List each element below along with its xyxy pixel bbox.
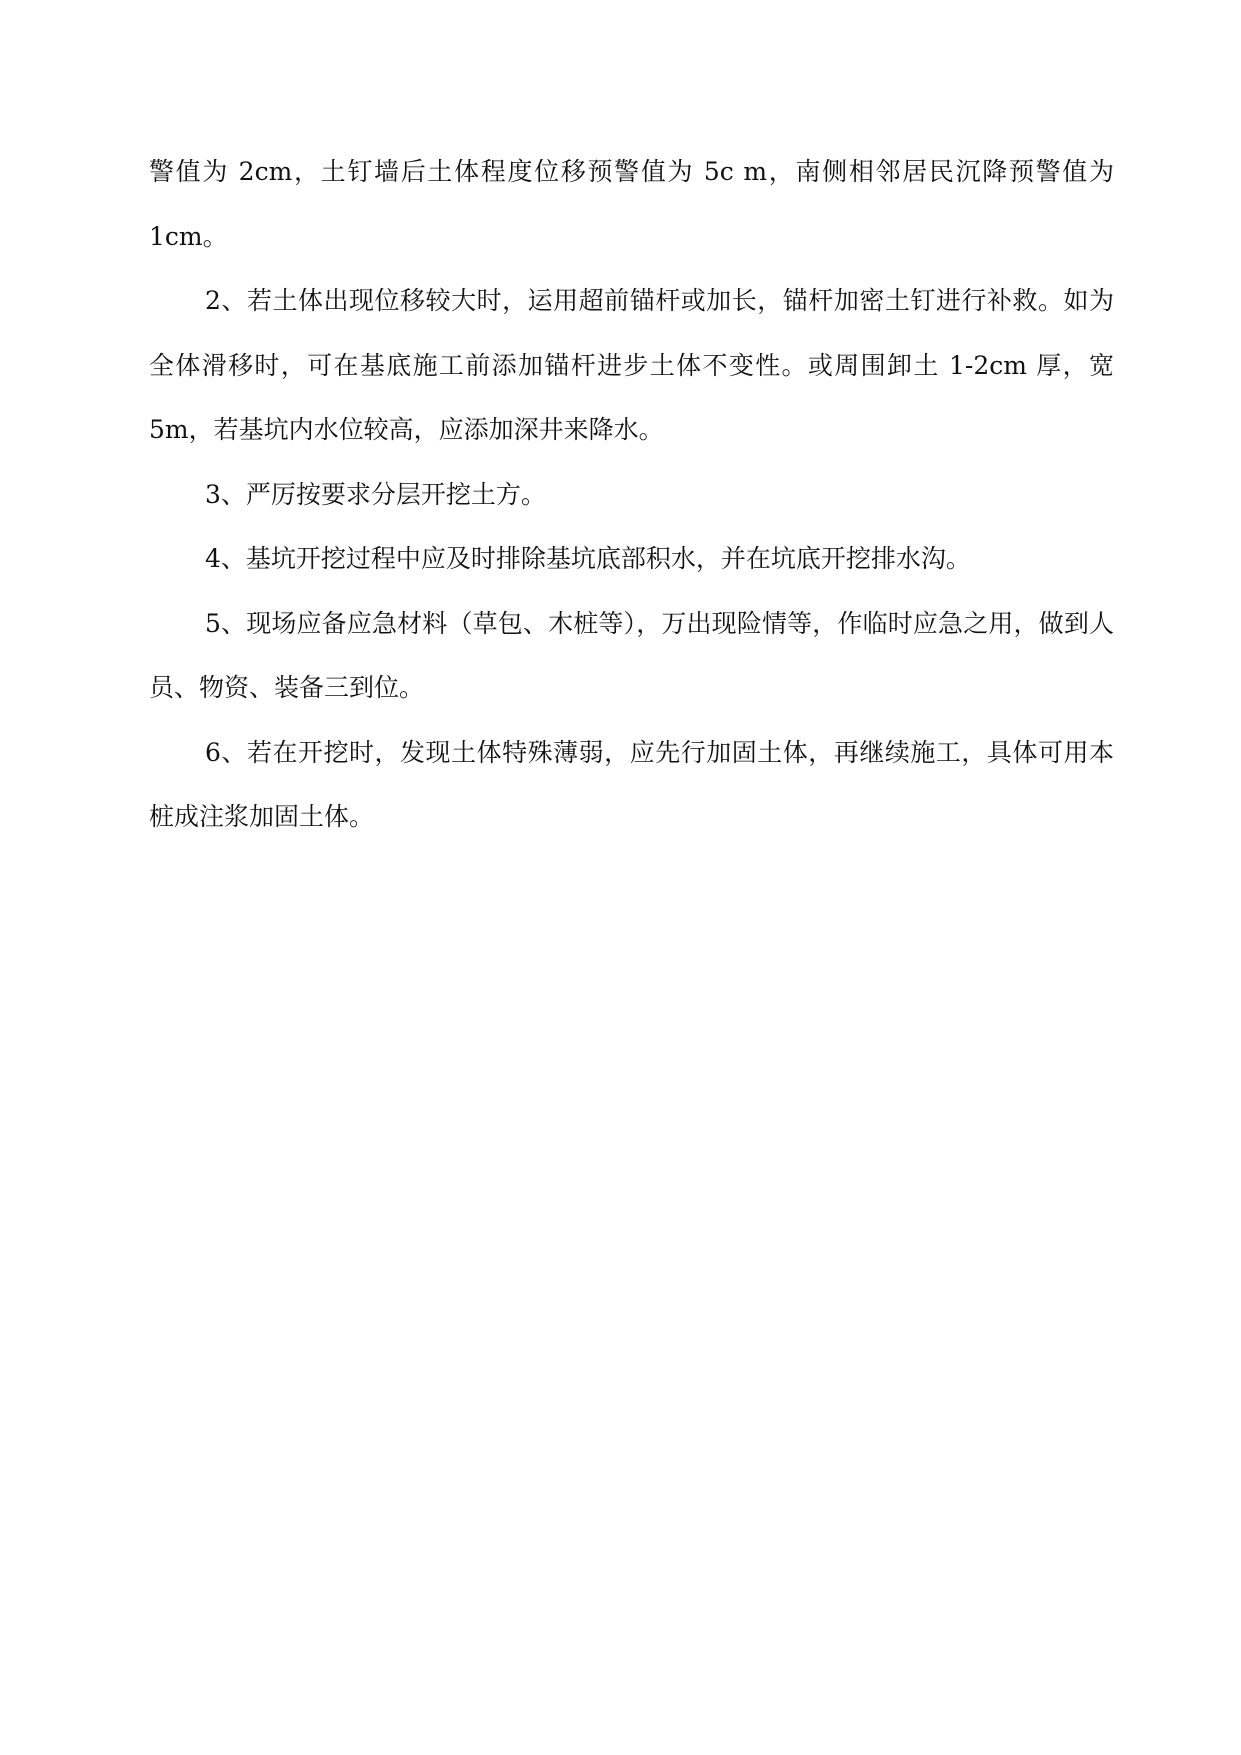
paragraph-item-5: 5、现场应备应急材料（草包、木桩等），万出现险情等，作临时应急之用，做到人员、物资、装备三到位。 (149, 608, 1114, 702)
paragraph-continuation: 警值为 2cm，土钉墙后土体程度位移预警值为 5c m，南侧相邻居民沉降预警值为 1cm。 (149, 157, 1114, 251)
paragraph-item-3: 3、严厉按要求分层开挖土方。 (205, 479, 546, 509)
document-body (149, 140, 1114, 850)
paragraph-item-4: 4、基坑开挖过程中应及时排除基坑底部积水，并在坑底开挖排水沟。 (205, 544, 971, 573)
paragraph-item-2: 2、若土体出现位移较大时，运用超前锚杆或加长，锚杆加密土钉进行补救。如为全体滑移时，可在基底施工前添加锚杆进步土体不变性。或周围卸土 1-2cm 厚，宽 5m，若基坑内水位较高，应添加深井来降水。 (149, 286, 1114, 444)
paragraph-item-6: 6、若在开挖时，发现土体特殊薄弱，应先行加固土体，再继续施工，具体可用本桩成注浆加固土体。 (149, 737, 1114, 831)
